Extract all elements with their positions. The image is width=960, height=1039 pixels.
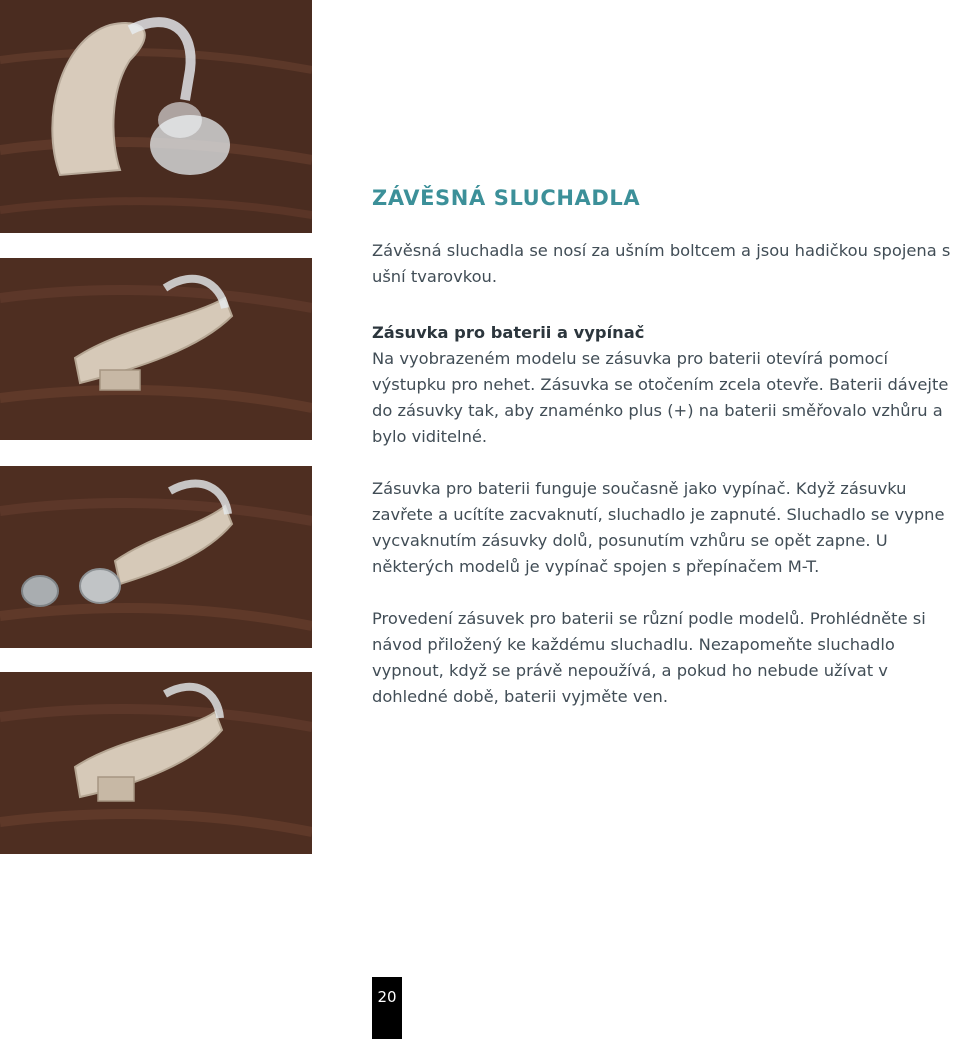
- photo-battery-door-detail: [0, 672, 312, 854]
- photo-4-drawing: [0, 672, 312, 854]
- page-title: ZÁVĚSNÁ SLUCHADLA: [372, 186, 641, 210]
- photo-1-drawing: [0, 0, 312, 233]
- page-number: 20: [372, 977, 402, 1039]
- photo-3-drawing: [0, 466, 312, 648]
- photo-battery-door-closed: [0, 258, 312, 440]
- paragraph-models: Provedení zásuvek pro baterii se různí podle modelů. Prohlédněte si návod přiložený ke každému sluchadlu. Nezapomeňte sluchadlo vypnout, když se právě nepoužívá, a pokud ho nebude užívat v dohledné době, baterii vyjměte ven.: [372, 609, 926, 706]
- section-title: Zásuvka pro baterii a vypínač: [372, 323, 645, 342]
- photo-2-drawing: [0, 258, 312, 440]
- paragraph-switch: Zásuvka pro baterii funguje současně jako vypínač. Když zásuvku zavřete a ucítíte zacvaknutí, sluchadlo je zapnuté. Sluchadlo se vypne vycvaknutím zásuvky dolů, posunutím vzhůru se opět zapne. U některých modelů je vypínač spojen s přepínačem M-T.: [372, 479, 945, 576]
- text-column: [372, 186, 952, 710]
- photo-hearing-aid-with-earmold: [0, 0, 312, 233]
- paragraph-battery-insertion: Na vyobrazeném modelu se zásuvka pro baterii otevírá pomocí výstupku pro nehet. Zásuvka se otočením zcela otevře. Baterii dávejte do zásuvky tak, aby znaménko plus (+) na baterii směřovalo vzhůru a bylo viditelné.: [372, 349, 949, 446]
- photo-battery-door-open: [0, 466, 312, 648]
- intro-paragraph: Závěsná sluchadla se nosí za ušním boltcem a jsou hadičkou spojena s ušní tvarovkou.: [372, 241, 951, 286]
